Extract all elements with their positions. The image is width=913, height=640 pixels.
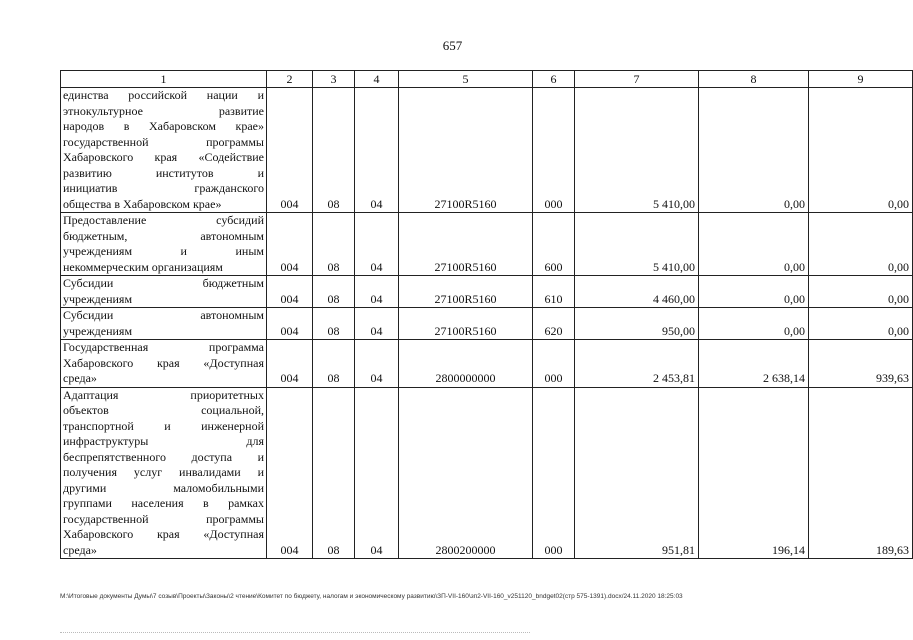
row-name-line: этнокультурное развитие [63, 103, 264, 118]
row-name-line: государственной программы [63, 134, 264, 149]
amount-cell: 951,81 [575, 387, 699, 559]
row-name-line: транспортной и инженерной [63, 418, 264, 433]
row-name-cell [61, 88, 267, 213]
row-name-line: беспрепятственного доступа и [63, 449, 264, 464]
budget-table [60, 70, 913, 559]
section-cell: 08 [313, 387, 355, 559]
table-row [61, 213, 913, 276]
subsection-cell: 04 [355, 213, 399, 276]
code-cell: 004 [267, 276, 313, 308]
row-name-cell [61, 213, 267, 276]
row-name-line: другими маломобильными [63, 480, 264, 495]
row-name-cell [61, 276, 267, 308]
expense-type-cell: 610 [533, 276, 575, 308]
expense-type-cell: 000 [533, 88, 575, 213]
amount-cell: 0,00 [809, 308, 913, 340]
target-article-cell: 27100R5160 [399, 276, 533, 308]
file-path-footer: M:\Итоговые документы Думы\7 созыв\Проекты\Законы\2 чтение\Комитет по бюджету, налогам и экономическому развитию\ЗП-VII-160\зп2-VII-160_v251120_bndget02(стр 575-1391).docx/24.11.2020 18:25:03 [60, 593, 683, 600]
row-name-line: единства российской нации и [63, 88, 264, 102]
amount-cell: 5 410,00 [575, 213, 699, 276]
row-name-line: бюджетным, автономным [63, 228, 264, 243]
row-name-line: Хабаровского края «Доступная [63, 527, 264, 541]
header-col-7: 7 [575, 71, 699, 88]
table-row [61, 88, 913, 213]
header-col-6: 6 [533, 71, 575, 88]
row-name-line: Адаптация приоритетных [63, 387, 264, 402]
table-row [61, 276, 913, 308]
amount-cell: 0,00 [699, 88, 809, 213]
code-cell: 004 [267, 340, 313, 388]
row-name-line: среда» [63, 371, 97, 385]
row-name-cell [61, 340, 267, 388]
section-cell: 08 [313, 276, 355, 308]
code-cell: 004 [267, 213, 313, 276]
target-article-cell: 2800000000 [399, 340, 533, 388]
section-cell: 08 [313, 340, 355, 388]
subsection-cell: 04 [355, 340, 399, 388]
row-name-line: Субсидии бюджетным [63, 276, 264, 290]
row-name-line: общества в Хабаровском крае» [63, 196, 222, 211]
amount-cell: 0,00 [699, 213, 809, 276]
row-name-line: государственной программы [63, 511, 264, 526]
amount-cell: 939,63 [809, 340, 913, 388]
table-row [61, 340, 913, 388]
target-article-cell: 27100R5160 [399, 308, 533, 340]
page-number: 657 [442, 38, 463, 53]
row-name-line: инфраструктуры для [63, 434, 264, 448]
subsection-cell: 04 [355, 88, 399, 213]
table-row [61, 308, 913, 340]
code-cell: 004 [267, 387, 313, 559]
row-name-line: получения услуг инвалидами и [63, 465, 264, 479]
row-name-line: Субсидии автономным [63, 308, 264, 322]
code-cell: 004 [267, 88, 313, 213]
row-name-cell [61, 308, 267, 340]
row-name-line: Государственная программа [63, 340, 264, 354]
amount-cell: 2 453,81 [575, 340, 699, 388]
row-name-line: группами населения в рамках [63, 496, 264, 510]
section-cell: 08 [313, 88, 355, 213]
expense-type-cell: 000 [533, 340, 575, 388]
header-col-4: 4 [355, 71, 399, 88]
row-name-line: учреждениям [63, 291, 133, 306]
row-name-line: Хабаровского края «Доступная [63, 355, 264, 370]
bottom-divider [60, 632, 530, 633]
amount-cell: 4 460,00 [575, 276, 699, 308]
header-col-3: 3 [313, 71, 355, 88]
row-name-cell [61, 387, 267, 559]
row-name-line: Хабаровского края «Содействие [63, 150, 264, 164]
row-name-line: объектов социальной, [63, 403, 264, 417]
amount-cell: 189,63 [809, 387, 913, 559]
target-article-cell: 27100R5160 [399, 88, 533, 213]
header-col-2: 2 [267, 71, 313, 88]
section-cell: 08 [313, 213, 355, 276]
amount-cell: 0,00 [699, 308, 809, 340]
target-article-cell: 2800200000 [399, 387, 533, 559]
subsection-cell: 04 [355, 276, 399, 308]
amount-cell: 196,14 [699, 387, 809, 559]
row-name-line: народов в Хабаровском крае» [63, 119, 264, 133]
subsection-cell: 04 [355, 308, 399, 340]
expense-type-cell: 000 [533, 387, 575, 559]
amount-cell: 2 638,14 [699, 340, 809, 388]
row-name-line: Предоставление субсидий [63, 213, 264, 227]
expense-type-cell: 600 [533, 213, 575, 276]
section-cell: 08 [313, 308, 355, 340]
amount-cell: 5 410,00 [575, 88, 699, 213]
target-article-cell: 27100R5160 [399, 213, 533, 276]
header-col-9: 9 [809, 71, 913, 88]
row-name-line: учреждениям [63, 323, 133, 338]
amount-cell: 950,00 [575, 308, 699, 340]
expense-type-cell: 620 [533, 308, 575, 340]
row-name-line: некоммерческим организациям [63, 259, 223, 274]
table-row [61, 387, 913, 559]
row-name-line: развитию институтов и [63, 165, 264, 180]
row-name-line: инициатив гражданского [63, 181, 264, 195]
header-col-8: 8 [699, 71, 809, 88]
row-name-line: среда» [63, 542, 97, 557]
header-col-1: 1 [61, 71, 267, 88]
header-col-5: 5 [399, 71, 533, 88]
amount-cell: 0,00 [809, 276, 913, 308]
amount-cell: 0,00 [699, 276, 809, 308]
subsection-cell: 04 [355, 387, 399, 559]
row-name-line: учреждениям и иным [63, 244, 264, 258]
amount-cell: 0,00 [809, 88, 913, 213]
amount-cell: 0,00 [809, 213, 913, 276]
table-header-row [61, 71, 913, 88]
code-cell: 004 [267, 308, 313, 340]
